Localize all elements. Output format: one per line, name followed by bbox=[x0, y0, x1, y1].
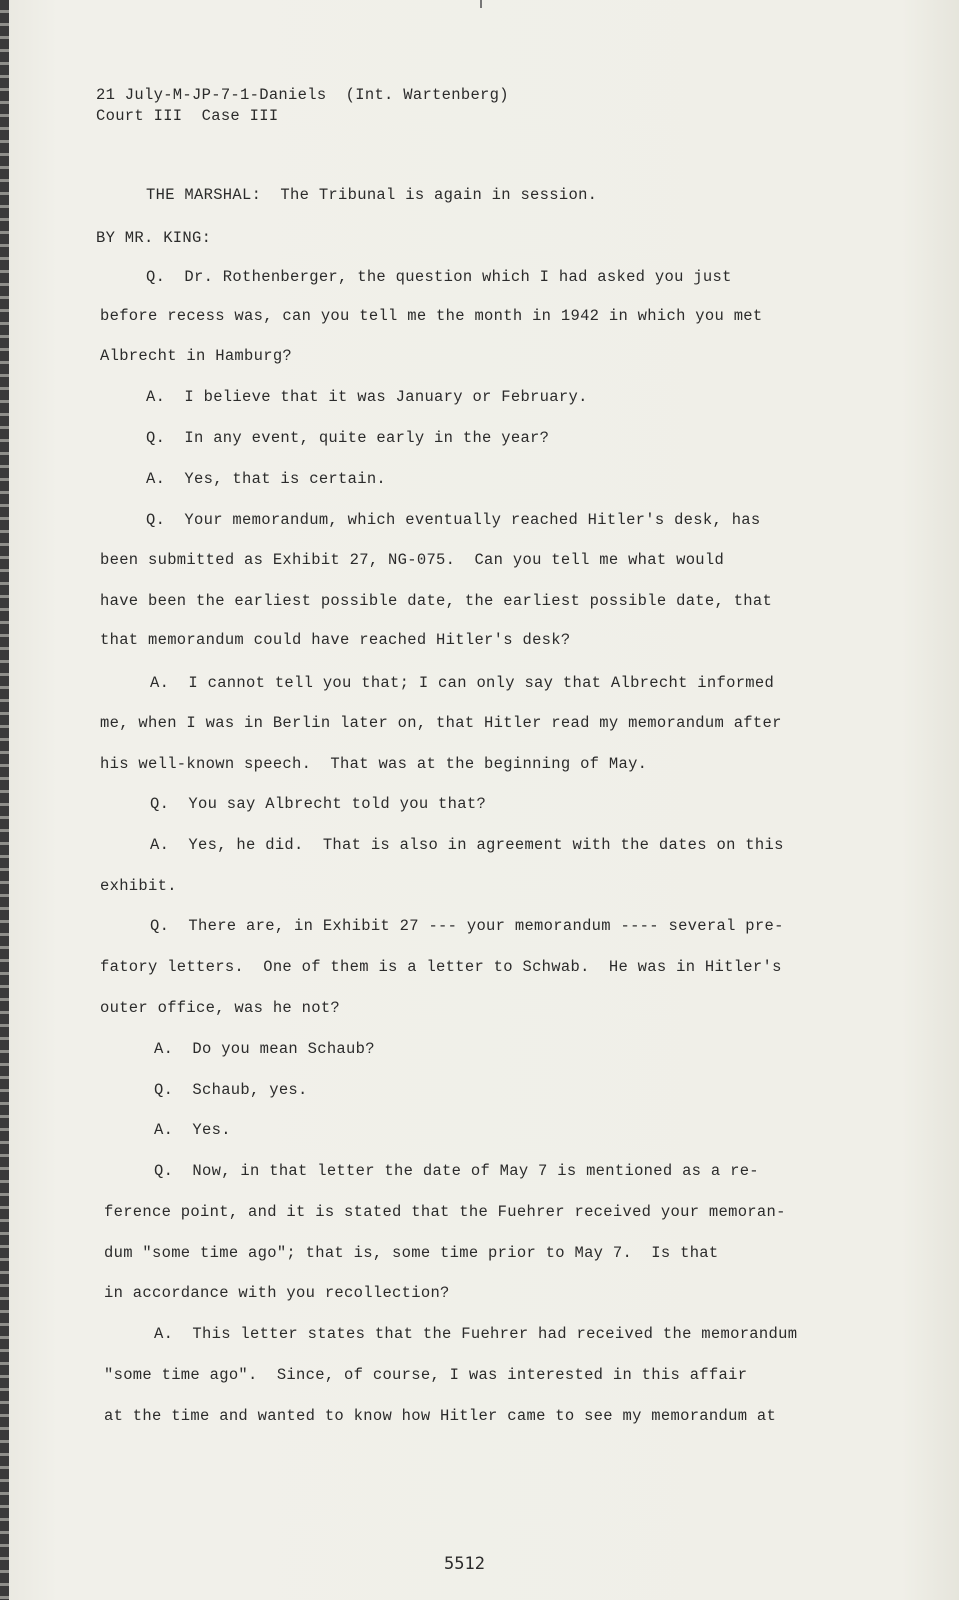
body-line: A. This letter states that the Fuehrer had received the memorandum bbox=[154, 1325, 798, 1343]
body-line: A. Yes. bbox=[154, 1121, 231, 1139]
body-line: "some time ago". Since, of course, I was interested in this affair bbox=[104, 1366, 748, 1384]
body-line: dum "some time ago"; that is, some time prior to May 7. Is that bbox=[104, 1244, 719, 1262]
body-line: THE MARSHAL: The Tribunal is again in session. bbox=[146, 186, 598, 204]
body-line: Q. You say Albrecht told you that? bbox=[150, 795, 487, 813]
body-line: have been the earliest possible date, the earliest possible date, that bbox=[100, 592, 773, 610]
body-line: Q. In any event, quite early in the year? bbox=[146, 429, 550, 447]
body-line: Q. There are, in Exhibit 27 --- your memorandum ---- several pre- bbox=[150, 917, 784, 935]
header-line-2: Court III Case III bbox=[96, 107, 279, 125]
body-line: BY MR. KING: bbox=[96, 229, 212, 247]
body-line: A. Yes, that is certain. bbox=[146, 470, 387, 488]
body-line: fatory letters. One of them is a letter to Schwab. He was in Hitler's bbox=[100, 958, 782, 976]
body-line: Q. Your memorandum, which eventually reached Hitler's desk, has bbox=[146, 511, 761, 529]
body-line: that memorandum could have reached Hitler's desk? bbox=[100, 631, 571, 649]
body-line: at the time and wanted to know how Hitler came to see my memorandum at bbox=[104, 1407, 777, 1425]
body-line: A. I believe that it was January or February. bbox=[146, 388, 588, 406]
body-line: Q. Schaub, yes. bbox=[154, 1081, 308, 1099]
body-line: exhibit. bbox=[100, 877, 177, 895]
body-line: A. I cannot tell you that; I can only say that Albrecht informed bbox=[150, 674, 775, 692]
body-line: me, when I was in Berlin later on, that Hitler read my memorandum after bbox=[100, 714, 782, 732]
body-line: Q. Now, in that letter the date of May 7 is mentioned as a re- bbox=[154, 1162, 759, 1180]
body-line: A. Do you mean Schaub? bbox=[154, 1040, 375, 1058]
body-line: in accordance with you recollection? bbox=[104, 1284, 450, 1302]
header-line-1: 21 July-M-JP-7-1-Daniels (Int. Wartenberg) bbox=[96, 86, 509, 104]
body-line: Albrecht in Hamburg? bbox=[100, 347, 293, 365]
body-line: outer office, was he not? bbox=[100, 999, 341, 1017]
page-number: 5512 bbox=[444, 1554, 485, 1574]
body-line: before recess was, can you tell me the month in 1942 in which you met bbox=[100, 307, 763, 325]
body-line: A. Yes, he did. That is also in agreement with the dates on this bbox=[150, 836, 784, 854]
body-line: his well-known speech. That was at the beginning of May. bbox=[100, 755, 648, 773]
binding-edge bbox=[0, 0, 9, 1600]
body-line: been submitted as Exhibit 27, NG-075. Can you tell me what would bbox=[100, 551, 725, 569]
body-line: ference point, and it is stated that the Fuehrer received your memoran- bbox=[104, 1203, 786, 1221]
top-mark bbox=[480, 0, 482, 8]
body-line: Q. Dr. Rothenberger, the question which I had asked you just bbox=[146, 268, 732, 286]
